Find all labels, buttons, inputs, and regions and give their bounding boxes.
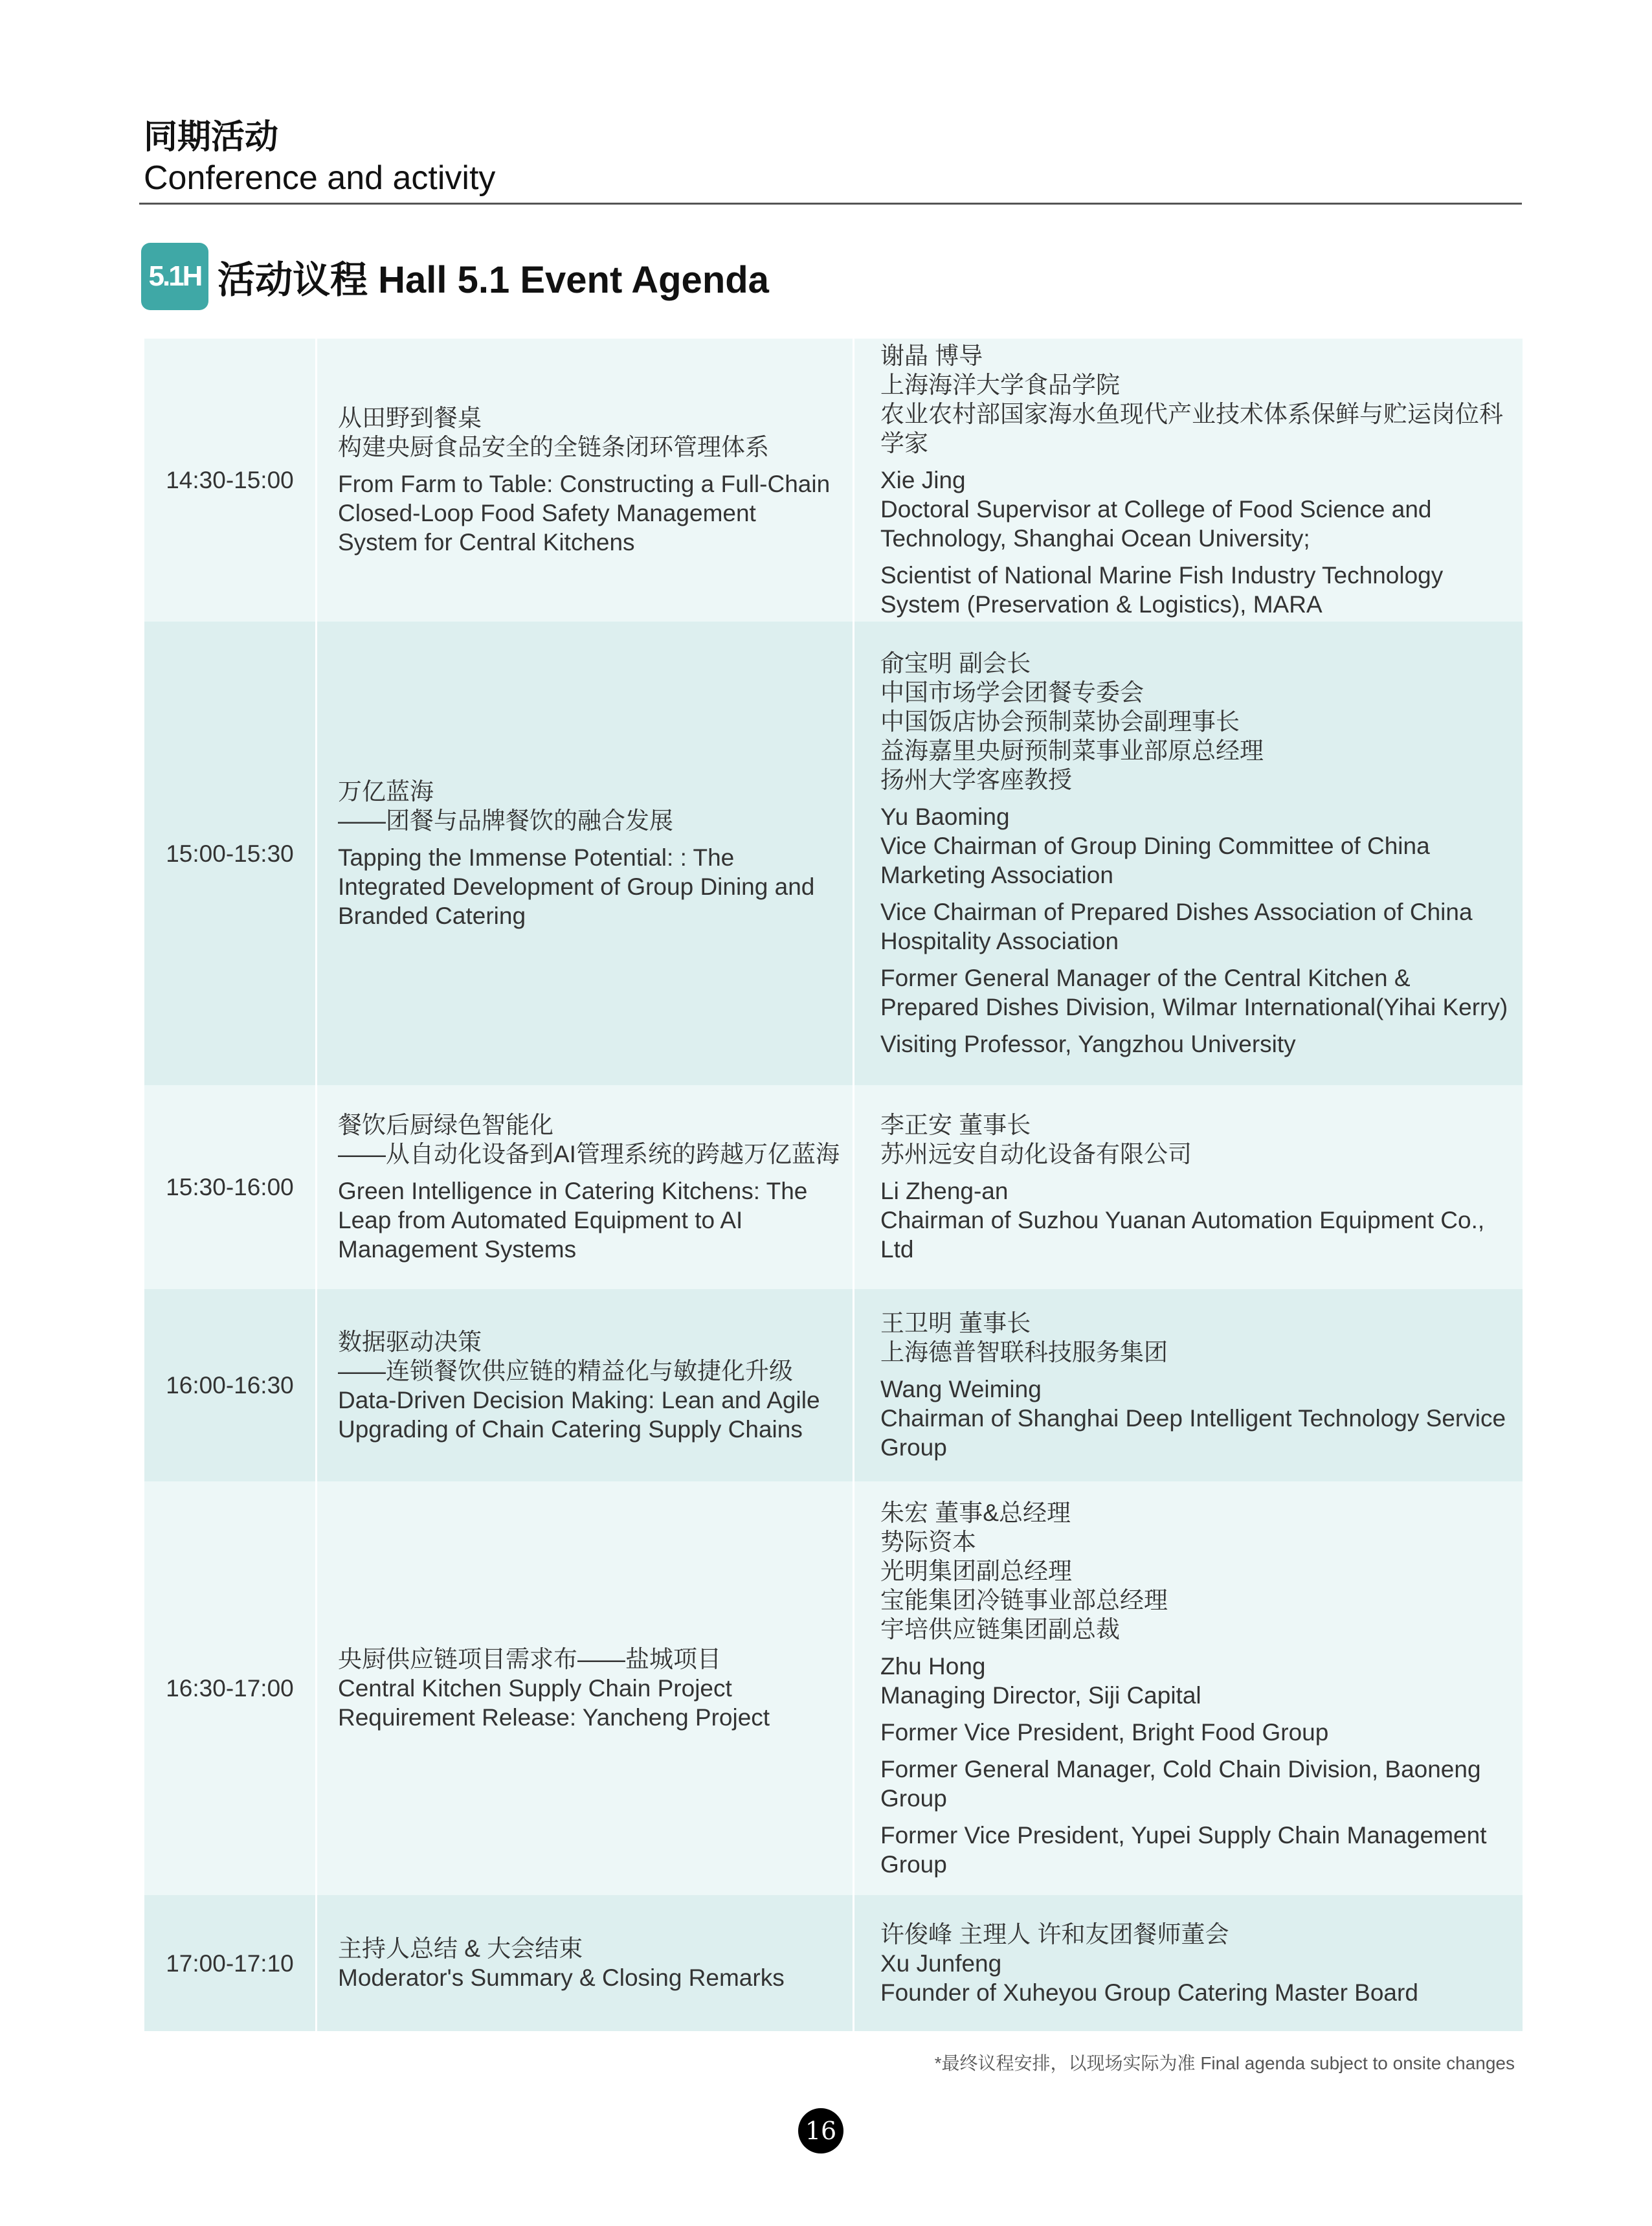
speaker-title-en: Vice Chairman of Prepared Dishes Association of China Hospitality Association [880, 898, 1473, 954]
speaker-title-cn: 宇培供应链集团副总裁 [880, 1615, 1120, 1643]
agenda-topic [317, 1085, 854, 1289]
header-title-en: Conference and activity [144, 159, 496, 197]
hall-badge: 5.1H [141, 243, 208, 310]
speaker-org-cn: 苏州远安自动化设备有限公司 [880, 1141, 1192, 1167]
agenda-topic [317, 339, 854, 622]
speaker-title-cn: 中国饭店协会预制菜协会副理事长 [880, 708, 1240, 735]
speaker-title-en: Former General Manager of the Central Kitchen & Prepared Dishes Division, Wilmar International(Yihai Kerry) [880, 964, 1508, 1020]
topic-en: Data-Driven Decision Making: Lean and Agile Upgrading of Chain Catering Supply Chains [338, 1386, 820, 1443]
speaker-title-cn: 宝能集团冷链事业部总经理 [880, 1586, 1168, 1613]
speaker-title-en: Visiting Professor, Yangzhou University [880, 1030, 1296, 1057]
agenda-topic [317, 1481, 854, 1895]
agenda-speaker [854, 1481, 1524, 1895]
speaker-title-cn: 光明集团副总经理 [880, 1557, 1072, 1584]
page-header [144, 117, 495, 198]
agenda-speaker [854, 1085, 1524, 1289]
speaker-org-cn: 势际资本 [880, 1528, 976, 1555]
speaker-name-cn: 李正安 董事长 [880, 1112, 1031, 1138]
agenda-time: 14:30-15:00 [144, 339, 317, 622]
speaker-title-en: Managing Director, Siji Capital [880, 1681, 1201, 1709]
topic-en: Green Intelligence in Catering Kitchens: The Leap from Automated Equipment to AI Management Systems [338, 1178, 808, 1263]
agenda-topic [317, 1289, 854, 1481]
page-number: 16 [798, 2108, 843, 2153]
speaker-title-en: Former Vice President, Bright Food Group [880, 1718, 1329, 1746]
agenda-row [144, 1895, 1524, 2031]
speaker-title-en: Founder of Xuheyou Group Catering Master Board [880, 1979, 1418, 2006]
agenda-time: 15:30-16:00 [144, 1085, 317, 1289]
speaker-title-en: Chairman of Shanghai Deep Intelligent Technology Service Group [880, 1405, 1506, 1461]
topic-cn: 餐饮后厨绿色智能化 [338, 1112, 553, 1138]
topic-en: From Farm to Table: Constructing a Full-Chain Closed-Loop Food Safety Management System for Central Kitchens [338, 471, 831, 556]
topic-cn: 央厨供应链项目需求布——盐城项目 [338, 1646, 721, 1672]
topic-cn: 从田野到餐桌 [338, 405, 482, 431]
agenda-time: 16:00-16:30 [144, 1289, 317, 1481]
topic-en: Central Kitchen Supply Chain Project Requirement Release: Yancheng Project [338, 1675, 770, 1731]
speaker-org-cn: 上海海洋大学食品学院 [880, 372, 1120, 398]
speaker-name-en: Yu Baoming [880, 803, 1010, 830]
agenda-row [144, 1085, 1524, 1289]
speaker-name-en: Xie Jing [880, 467, 966, 493]
agenda-speaker [854, 622, 1524, 1085]
speaker-org-cn: 中国市场学会团餐专委会 [880, 679, 1144, 706]
topic-cn: 构建央厨食品安全的全链条闭环管理体系 [338, 434, 769, 460]
topic-cn: ——从自动化设备到AI管理系统的跨越万亿蓝海 [338, 1141, 840, 1167]
topic-cn: ——团餐与品牌餐饮的融合发展 [338, 807, 673, 834]
agenda-row [144, 339, 1524, 622]
agenda-time: 17:00-17:10 [144, 1895, 317, 2031]
speaker-org-cn: 上海德普智联科技服务集团 [880, 1339, 1168, 1366]
agenda-speaker [854, 1895, 1524, 2031]
agenda-topic [317, 1895, 854, 2031]
section-title: 活动议程 Hall 5.1 Event Agenda [218, 259, 769, 301]
speaker-name-en: Wang Weiming [880, 1376, 1042, 1402]
speaker-title-cn: 益海嘉里央厨预制菜事业部原总经理 [880, 737, 1264, 764]
speaker-name-cn: 王卫明 董事长 [880, 1310, 1031, 1336]
speaker-name-cn: 谢晶 博导 [880, 343, 983, 369]
topic-en: Tapping the Immense Potential: : The Integrated Development of Group Dining and Branded Catering [338, 844, 815, 929]
speaker-title-en: Chairman of Suzhou Yuanan Automation Equipment Co., Ltd [880, 1207, 1485, 1263]
agenda-speaker [854, 1289, 1524, 1481]
speaker-title-cn: 农业农村部国家海水鱼现代产业技术体系保鲜与贮运岗位科学家 [880, 401, 1503, 456]
speaker-title-en: Doctoral Supervisor at College of Food Science and Technology, Shanghai Ocean University; [880, 496, 1432, 552]
topic-cn: 数据驱动决策 [338, 1328, 482, 1355]
agenda-speaker [854, 339, 1524, 622]
agenda-footnote: *最终议程安排，以现场实际为准 Final agenda subject to onsite changes [934, 2053, 1515, 2073]
speaker-title-en: Vice Chairman of Group Dining Committee of China Marketing Association [880, 832, 1430, 888]
speaker-name-en: Li Zheng-an [880, 1178, 1009, 1204]
topic-cn: 主持人总结 & 大会结束 [338, 1935, 583, 1962]
topic-cn: 万亿蓝海 [338, 778, 434, 805]
topic-en: Moderator's Summary & Closing Remarks [338, 1964, 785, 1991]
speaker-name-cn: 朱宏 董事&总经理 [880, 1499, 1071, 1526]
agenda-row [144, 622, 1524, 1085]
section-heading [141, 243, 769, 310]
header-title-cn: 同期活动 [144, 118, 279, 156]
speaker-title-en: Former General Manager, Cold Chain Division, Baoneng Group [880, 1755, 1481, 1812]
agenda-time: 16:30-17:00 [144, 1481, 317, 1895]
topic-cn: ——连锁餐饮供应链的精益化与敏捷化升级 [338, 1357, 793, 1384]
header-divider [139, 203, 1522, 205]
speaker-name-en: Xu Junfeng [880, 1950, 1002, 1977]
agenda-table [142, 339, 1524, 2031]
speaker-name-en: Zhu Hong [880, 1652, 986, 1680]
speaker-name-cn: 许俊峰 主理人 许和友团餐师董会 [880, 1920, 1229, 1948]
speaker-title-cn: 扬州大学客座教授 [880, 766, 1072, 793]
agenda-row [144, 1289, 1524, 1481]
agenda-topic [317, 622, 854, 1085]
agenda-time: 15:00-15:30 [144, 622, 317, 1085]
agenda-row [144, 1481, 1524, 1895]
speaker-title-en: Former Vice President, Yupei Supply Chain Management Group [880, 1821, 1487, 1878]
speaker-title-en: Scientist of National Marine Fish Industry Technology System (Preservation & Logistics), MARA [880, 562, 1444, 618]
speaker-name-cn: 俞宝明 副会长 [880, 649, 1031, 677]
